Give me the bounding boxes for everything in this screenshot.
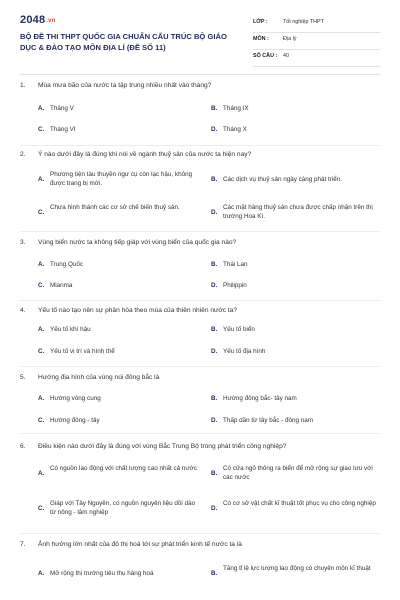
question-text-line <box>20 239 236 246</box>
option-key: D. <box>211 505 218 512</box>
question-text-line <box>20 307 237 314</box>
option-c[interactable] <box>38 416 100 425</box>
option-key: B. <box>211 570 218 577</box>
question-text-line <box>20 443 286 450</box>
option-a[interactable] <box>38 325 91 334</box>
question-text-line <box>20 151 251 158</box>
option-key: A. <box>38 176 45 183</box>
option-key: B. <box>211 105 218 112</box>
option-text: Các dịch vụ thuỷ sản ngày càng phát triển. <box>223 176 343 183</box>
option-text: Trung Quốc <box>50 261 84 268</box>
option-text: Philippin <box>223 282 247 289</box>
option-text: Yếu tố biển <box>223 326 255 333</box>
option-text: Yếu tố địa hình <box>223 348 266 355</box>
option-d[interactable] <box>211 347 265 356</box>
option-key: D. <box>211 348 218 355</box>
option-c[interactable] <box>38 125 76 134</box>
option-d[interactable] <box>211 281 247 290</box>
option-a[interactable] <box>38 464 200 478</box>
option-text: Có nguồn lao động với chất lượng cao nhất cả nước <box>50 465 197 472</box>
option-key: D. <box>211 209 218 216</box>
option-d[interactable] <box>211 499 381 513</box>
option-a[interactable] <box>38 394 101 403</box>
meta-value: Địa lý <box>283 36 297 42</box>
option-key: C. <box>38 417 45 424</box>
question-number: 1. <box>20 82 26 89</box>
question-text: Mùa mưa bão của nước ta tập trung nhiều nhất vào tháng? <box>38 82 212 89</box>
option-text: Thái Lan <box>223 261 248 268</box>
meta-value: 40 <box>283 53 289 59</box>
option-b[interactable] <box>211 175 381 184</box>
exam-title: BỘ ĐỀ THI THPT QUỐC GIA CHUẨN CẤU TRÚC BỘ GIÁO DỤC & ĐÀO TẠO MÔN ĐỊA LÍ (ĐỀ SỐ 11) <box>20 32 227 52</box>
meta-label: LỚP : <box>253 19 268 25</box>
option-text: Phương tiện tàu thuyền ngư cụ còn lạc hậu, không được trang bị mới. <box>50 171 193 187</box>
header <box>0 0 400 70</box>
option-text: Tháng X <box>223 126 247 133</box>
question-text: Yếu tố nào tạo nên sự phân hóa theo mùa của thiên nhiên nước ta? <box>38 307 238 314</box>
question-separator <box>20 145 380 146</box>
option-text: Tăng tỉ lệ lực lượng lao động có chuyên môn kĩ thuật <box>223 565 371 572</box>
option-key: B. <box>211 176 218 183</box>
option-d[interactable] <box>211 416 313 425</box>
option-text: Mianma <box>50 282 73 289</box>
option-text: Các mặt hàng thuỷ sản chưa được chấp nhận trên thị trường Hoa Kì. <box>223 204 373 220</box>
option-key: B. <box>211 470 218 477</box>
option-key: A. <box>38 470 45 477</box>
question-text: Điều kiện nào dưới đây là đúng với vùng Bắc Trung Bộ trong phát triển công nghiệp? <box>38 443 287 450</box>
option-key: A. <box>38 395 45 402</box>
question-number: 7. <box>20 541 26 548</box>
option-b[interactable] <box>211 104 249 113</box>
question-number: 6. <box>20 443 26 450</box>
logo-number: 2048 <box>20 14 46 26</box>
option-text: Hướng đông - tây <box>50 417 100 424</box>
option-key: C. <box>38 126 45 133</box>
option-text: Có cơ sở vật chất kĩ thuật tốt phục vụ cho công nghiệp <box>223 500 376 507</box>
option-b[interactable] <box>211 260 248 269</box>
option-c[interactable] <box>38 281 72 290</box>
question-number: 5. <box>20 374 26 381</box>
option-key: C. <box>38 505 45 512</box>
option-key: C. <box>38 348 45 355</box>
question-text: Ảnh hưởng lớn nhất của đô thị hoá tới sự phát triển kinh tế nước ta là <box>38 541 242 548</box>
question-text: Hướng địa hình của vùng núi đông bắc là <box>38 374 160 381</box>
option-c[interactable] <box>38 347 115 356</box>
option-d[interactable] <box>211 203 381 221</box>
option-text: Tháng IX <box>223 105 249 112</box>
meta-row-count <box>253 50 380 67</box>
question-number: 4. <box>20 307 26 314</box>
option-key: C. <box>38 209 45 216</box>
option-text: Hướng đông bắc- tây nam <box>223 395 297 402</box>
option-key: A. <box>38 326 45 333</box>
question-text-line <box>20 541 242 548</box>
header-divider <box>20 74 380 75</box>
question-separator <box>20 433 380 434</box>
meta-value: Tốt nghiệp THPT <box>283 19 324 25</box>
question-separator <box>20 366 380 367</box>
option-text: Yếu tố khí hậu <box>50 326 91 333</box>
question-separator <box>20 300 380 301</box>
question-text: Ý nào dưới đây là đúng khi nói về ngành thuỷ sản của nước ta hiện nay? <box>38 151 252 158</box>
exam-meta <box>253 16 380 67</box>
question-text: Vùng biển nước ta không tiếp giáp với vùng biển của quốc gia nào? <box>38 239 237 246</box>
question-text-line <box>20 374 159 381</box>
option-key: B. <box>211 326 218 333</box>
option-key: D. <box>211 282 218 289</box>
question-number: 2. <box>20 151 26 158</box>
option-b[interactable] <box>211 564 381 578</box>
question-number: 3. <box>20 239 26 246</box>
option-text: Yếu tố vị trí và hình thể <box>50 348 115 355</box>
site-logo[interactable] <box>20 14 56 26</box>
option-c[interactable] <box>38 203 200 217</box>
option-text: Giáp với Tây Nguyên, có nguồn nguyên liệu dồi dào từ nông - lâm nghiệp <box>50 500 196 516</box>
option-key: A. <box>38 570 45 577</box>
option-text: Có cửa ngõ thông ra biển để mở rộng sự giao lưu với các nước <box>223 465 373 481</box>
option-key: D. <box>211 126 218 133</box>
option-text: Hướng vòng cung <box>50 395 101 402</box>
question-text-line <box>20 82 211 89</box>
option-key: A. <box>38 105 45 112</box>
option-key: B. <box>211 261 218 268</box>
option-key: A. <box>38 261 45 268</box>
option-text: Chưa hình thành các cơ sở chế biến thuỷ sản. <box>50 204 180 211</box>
option-text: Tháng V <box>50 105 74 112</box>
option-key: B. <box>211 395 218 402</box>
option-text: Tháng VI <box>50 126 76 133</box>
question-separator <box>20 231 380 232</box>
option-a[interactable] <box>38 170 200 188</box>
logo-suffix: .vn <box>46 18 56 24</box>
option-a[interactable] <box>38 104 74 113</box>
meta-label: MÔN : <box>253 36 269 42</box>
option-a[interactable] <box>38 569 200 578</box>
option-b[interactable] <box>211 464 381 482</box>
meta-label: SỐ CÂU : <box>253 53 278 59</box>
question-separator <box>20 533 380 534</box>
option-text: Mở rộng thị trường tiêu thụ hàng hoá <box>50 570 154 577</box>
option-text: Thấp dần từ tây bắc - đông nam <box>223 417 313 424</box>
option-a[interactable] <box>38 260 83 269</box>
option-b[interactable] <box>211 394 297 403</box>
option-c[interactable] <box>38 499 200 517</box>
option-key: D. <box>211 417 218 424</box>
option-key: C. <box>38 282 45 289</box>
meta-row-subject <box>253 33 380 50</box>
option-b[interactable] <box>211 325 255 334</box>
meta-row-class <box>253 16 380 33</box>
option-d[interactable] <box>211 125 247 134</box>
